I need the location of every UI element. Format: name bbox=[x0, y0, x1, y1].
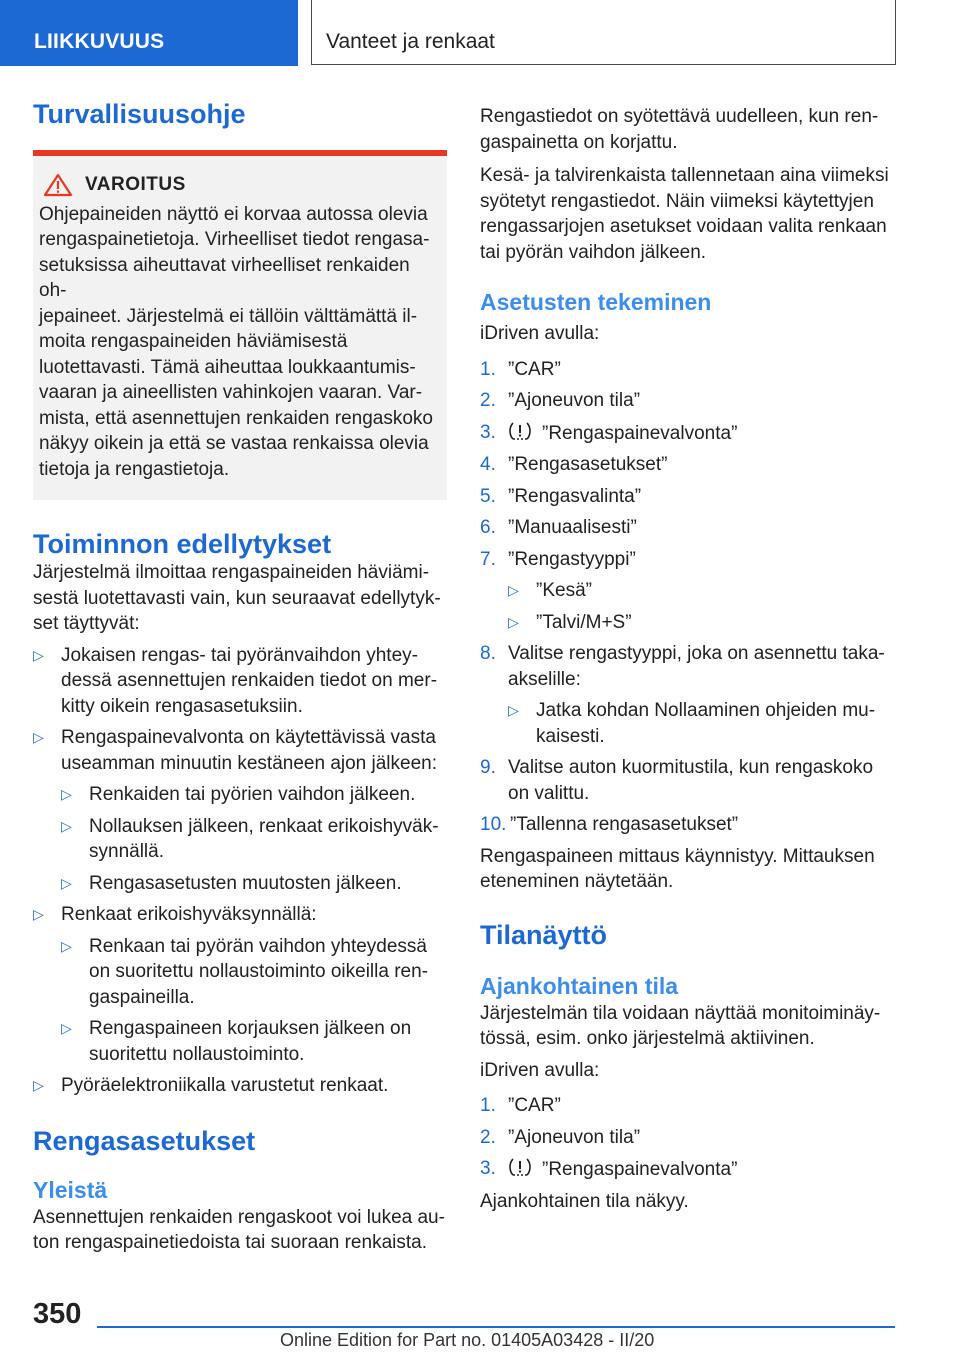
warning-text bbox=[39, 202, 439, 483]
heading-status-display: Tilanäyttö bbox=[480, 919, 608, 950]
general-text bbox=[33, 1205, 447, 1256]
bullet-icon: ▷ bbox=[508, 613, 519, 630]
text-line: sestä luotettavasti vain, kun seuraavat edellytyk- bbox=[33, 587, 441, 609]
text-line: eteneminen näytetään. bbox=[480, 871, 674, 892]
heading-tire-settings: Rengasasetukset bbox=[33, 1125, 256, 1156]
bullet-icon: ▷ bbox=[508, 582, 519, 598]
text-line: kitty oikein rengasasetuksiin. bbox=[61, 695, 303, 717]
bullet-icon: ▷ bbox=[61, 786, 72, 802]
step-text: ”Ajoneuvon tila” bbox=[508, 390, 641, 411]
warning-line: luotettavasti. Tämä aiheuttaa loukkaantumis- bbox=[39, 356, 416, 378]
step-number: 1. bbox=[480, 1095, 496, 1116]
text-line: useamman minuutin kestäneen ajon jälkeen: bbox=[61, 752, 438, 774]
step-number: 8. bbox=[480, 643, 496, 664]
warning-line: Ohjepaineiden näyttö ei korvaa autossa olevia bbox=[39, 203, 428, 225]
text-line: on valittu. bbox=[508, 782, 590, 804]
page-number: 350 bbox=[33, 1298, 82, 1330]
bullet-icon: ▷ bbox=[33, 646, 44, 663]
step-number: 7. bbox=[480, 548, 496, 570]
text-line: Pyöräelektroniikalla varustetut renkaat. bbox=[61, 1075, 389, 1096]
text-line: Renkaiden tai pyörien vaihdon jälkeen. bbox=[89, 784, 416, 805]
text-line: rengassarjojen asetukset voidaan valita renkaan bbox=[480, 216, 887, 237]
heading-current-status: Ajankohtainen tila bbox=[480, 972, 679, 999]
text-line: Rengaspaineen mittaus käynnistyy. Mittauksen bbox=[480, 845, 875, 867]
text-line: ton rengaspainetiedoista tai suoraan renkaista. bbox=[33, 1232, 427, 1253]
text-line: Rengaspainevalvonta on käytettävissä vasta bbox=[61, 727, 436, 748]
step-item bbox=[480, 547, 930, 573]
step-item bbox=[480, 388, 930, 414]
heading-safety: Turvallisuusohje bbox=[33, 99, 246, 129]
warning-box bbox=[33, 150, 447, 500]
bullet-icon: ▷ bbox=[61, 817, 72, 834]
heading-prerequisites: Toiminnon edellytykset bbox=[33, 529, 332, 559]
heading-setup: Asetusten tekeminen bbox=[480, 289, 712, 315]
warning-line: setuksissa aiheuttavat virheelliset renkaiden oh- bbox=[39, 254, 410, 301]
sub-list-item bbox=[61, 814, 447, 865]
sub-list-item bbox=[61, 934, 447, 1011]
text-line: Kesä- ja talvirenkaista tallennetaan aina viimeksi bbox=[480, 165, 889, 186]
bullet-icon: ▷ bbox=[61, 937, 72, 954]
text-line: akselille: bbox=[508, 668, 581, 690]
right-column bbox=[480, 104, 930, 1214]
list-item bbox=[33, 725, 447, 776]
list-item bbox=[33, 643, 447, 720]
warning-title: VAROITUS bbox=[85, 174, 186, 195]
left-column bbox=[33, 98, 447, 1256]
paragraph: Ajankohtainen tila näkyy. bbox=[480, 1190, 689, 1212]
section-tab bbox=[0, 0, 298, 66]
step-item bbox=[480, 1156, 930, 1183]
warning-line: mista, että asennettujen renkaiden rengaskoko bbox=[39, 407, 433, 429]
step-number: 6. bbox=[480, 517, 496, 538]
step-item bbox=[480, 1125, 930, 1151]
warning-triangle-icon bbox=[43, 173, 73, 197]
tire-pressure-warning-icon bbox=[508, 1156, 532, 1178]
text-line: ”Talvi/M+S” bbox=[536, 611, 632, 633]
step-item bbox=[480, 641, 930, 692]
step-text-wrap bbox=[508, 1156, 737, 1183]
text-line: Rengaspaineen korjauksen jälkeen on bbox=[89, 1018, 412, 1039]
step-text: ”Ajoneuvon tila” bbox=[508, 1126, 641, 1148]
step-number: 1. bbox=[480, 358, 496, 380]
sub-list-item bbox=[508, 578, 930, 604]
idrive-label: iDriven avulla: bbox=[480, 323, 600, 344]
step-text: ”Rengaspainevalvonta” bbox=[542, 1159, 738, 1180]
bullet-icon: ▷ bbox=[33, 1077, 44, 1093]
warning-line: tietoja ja rengastietoja. bbox=[39, 458, 230, 480]
paragraph bbox=[480, 1001, 930, 1052]
warning-line: vaaran ja aineellisten vahinkojen vaaran. Var- bbox=[39, 382, 423, 403]
step-number: 3. bbox=[480, 1158, 496, 1179]
step-item bbox=[480, 452, 930, 478]
text-line: Järjestelmän tila voidaan näyttää monitoiminäy- bbox=[480, 1002, 881, 1024]
step-item bbox=[480, 357, 930, 383]
step-text: ”Rengasasetukset” bbox=[508, 454, 668, 475]
warning-title-row bbox=[39, 172, 439, 198]
sub-list-item bbox=[508, 610, 930, 636]
step-item bbox=[480, 515, 930, 541]
footer-edition: Online Edition for Part no. 01405A03428 - II/20 bbox=[280, 1330, 655, 1350]
sub-list-item bbox=[61, 871, 447, 897]
step-number: 4. bbox=[480, 454, 496, 475]
step-item bbox=[480, 1093, 930, 1119]
sub-list-item bbox=[61, 782, 447, 808]
text-line: ”Kesä” bbox=[536, 580, 592, 601]
step-item bbox=[480, 755, 930, 806]
paragraph bbox=[480, 104, 930, 155]
text-line: Renkaat erikoishyväksynnällä: bbox=[61, 904, 317, 925]
paragraph bbox=[480, 844, 930, 895]
list-item bbox=[33, 902, 447, 928]
paragraph bbox=[480, 163, 930, 265]
step-text: ”CAR” bbox=[508, 358, 561, 380]
step-item bbox=[480, 812, 930, 838]
step-item bbox=[480, 420, 930, 447]
step-number: 9. bbox=[480, 757, 496, 778]
idrive-label: iDriven avulla: bbox=[480, 1059, 600, 1081]
step-text: ”Rengasvalinta” bbox=[508, 485, 642, 507]
text-line: on suoritettu nollaustoiminto oikeilla ren- bbox=[89, 961, 429, 982]
text-line: suoritettu nollaustoiminto. bbox=[89, 1043, 305, 1065]
heading-general: Yleistä bbox=[33, 1176, 108, 1203]
tire-pressure-warning-icon bbox=[508, 420, 532, 442]
step-text: ”Rengaspainevalvonta” bbox=[542, 422, 738, 444]
footer-divider bbox=[97, 1326, 895, 1328]
text-line: syötetyt rengastiedot. Näin viimeksi käytettyjen bbox=[480, 190, 874, 212]
text-line: Järjestelmä ilmoittaa rengaspaineiden häviämi- bbox=[33, 562, 430, 583]
sub-list-item bbox=[508, 698, 930, 749]
text-line: Jatka kohdan Nollaaminen ohjeiden mu- bbox=[536, 700, 876, 721]
bullet-icon: ▷ bbox=[508, 702, 519, 718]
text-line: Asennettujen renkaiden rengaskoot voi lukea au- bbox=[33, 1206, 445, 1228]
text-line: Valitse auton kuormitustila, kun rengaskoko bbox=[508, 757, 874, 778]
warning-line: näkyy oikein ja että se vastaa renkaissa olevia bbox=[39, 433, 429, 454]
text-line: gaspainetta on korjattu. bbox=[480, 131, 678, 153]
text-line: gaspaineilla. bbox=[89, 986, 195, 1008]
chapter-tab bbox=[311, 0, 896, 65]
step-number: 5. bbox=[480, 485, 496, 507]
section-title: LIIKKUVUUS bbox=[34, 30, 165, 53]
step-text: ”Rengastyyppi” bbox=[508, 548, 636, 570]
step-item bbox=[480, 484, 930, 510]
chapter-title: Vanteet ja renkaat bbox=[326, 30, 495, 53]
text-line: Rengasasetusten muutosten jälkeen. bbox=[89, 872, 402, 894]
warning-line: moita rengaspaineiden häviämisestä bbox=[39, 331, 348, 352]
text-line: Valitse rengastyyppi, joka on asennettu taka- bbox=[508, 643, 885, 664]
text-line: Nollauksen jälkeen, renkaat erikoishyväk- bbox=[89, 815, 439, 837]
step-number: 10. bbox=[480, 814, 507, 835]
step-text: ”Manuaalisesti” bbox=[508, 517, 637, 538]
prereq-intro bbox=[33, 560, 447, 637]
warning-line: rengaspainetietoja. Virheelliset tiedot rengasa- bbox=[39, 229, 430, 250]
step-number: 2. bbox=[480, 1126, 496, 1148]
text-line: dessä asennettujen renkaiden tiedot on mer- bbox=[61, 670, 438, 691]
text-line: tai pyörän vaihdon jälkeen. bbox=[480, 241, 707, 263]
text-line: Rengastiedot on syötettävä uudelleen, kun ren- bbox=[480, 106, 879, 127]
bullet-icon: ▷ bbox=[33, 906, 44, 922]
bullet-icon: ▷ bbox=[33, 729, 44, 745]
page-header bbox=[0, 0, 960, 66]
step-number: 2. bbox=[480, 390, 496, 411]
bullet-icon: ▷ bbox=[61, 874, 72, 891]
text-line: synnällä. bbox=[89, 841, 164, 862]
sub-list-item bbox=[61, 1016, 447, 1067]
list-item bbox=[33, 1073, 447, 1099]
step-number: 3. bbox=[480, 421, 496, 443]
text-line: tössä, esim. onko järjestelmä aktiivinen. bbox=[480, 1028, 815, 1049]
text-line: set täyttyvät: bbox=[33, 613, 140, 634]
bullet-icon: ▷ bbox=[61, 1020, 72, 1036]
text-line: Jokaisen rengas- tai pyöränvaihdon yhtey- bbox=[61, 644, 418, 666]
step-text-wrap bbox=[508, 420, 737, 447]
text-line: kaisesti. bbox=[536, 725, 605, 747]
step-text: ”CAR” bbox=[508, 1095, 561, 1116]
warning-line: jepaineet. Järjestelmä ei tällöin välttämättä il- bbox=[39, 305, 418, 327]
step-text: ”Tallenna rengasasetukset” bbox=[510, 814, 739, 835]
text-line: Renkaan tai pyörän vaihdon yhteydessä bbox=[89, 935, 428, 957]
